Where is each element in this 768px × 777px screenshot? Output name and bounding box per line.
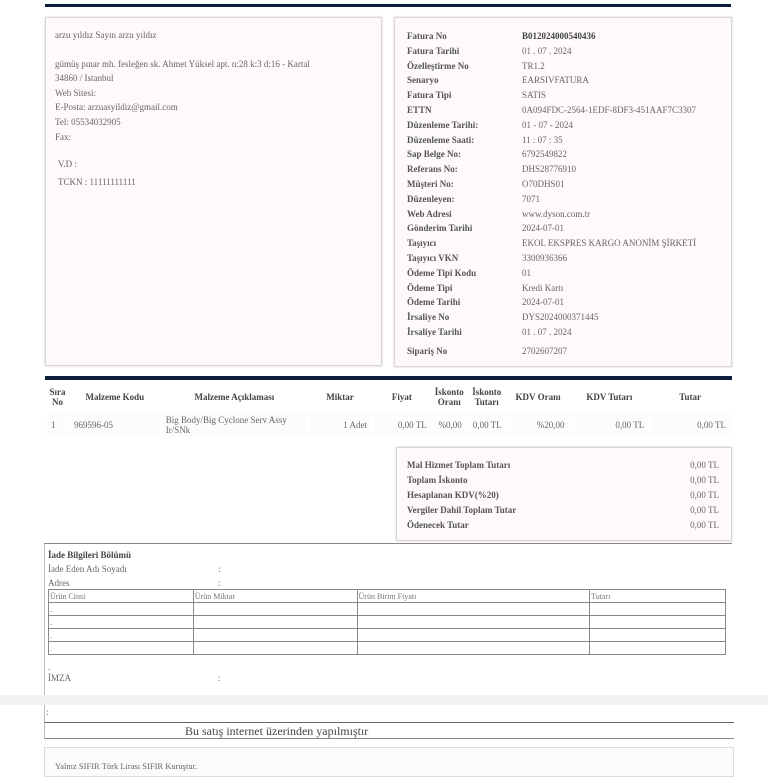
total-label: Vergiler Dahil Toplam Tutar [407,505,517,515]
info-value: SATIS [522,90,547,101]
return-table [48,589,726,655]
info-value: www.dyson.com.tr [522,208,591,219]
table-row [47,412,730,437]
info-value: 01 - 07 - 2024 [522,119,573,130]
amount-in-words-text: Yalnız SIFIR Türk Lirası SIFIR Kuruştur. [55,761,198,771]
return-row [49,642,726,655]
return-name-label: İade Eden Adı Soyadı [48,564,127,574]
table-cell: %20,00 [508,412,569,437]
info-row [395,59,731,74]
table-cell: 0,00 TL [373,412,431,437]
info-row [395,88,731,103]
info-label: Ödeme Tipi Kodu [407,267,477,278]
column-header: Tutar [650,384,730,410]
table-cell: 0,00 TL [650,412,730,437]
info-value: 2024-07-01 [522,223,564,234]
info-row [395,221,731,236]
buyer-address: gümüş pınar mh. fesleğen sk. Ahmet Yüksel apt. n:28 k:3 d:16 - Kartal [55,58,310,69]
colon: : [46,707,49,717]
items-table [45,382,732,439]
total-row [397,518,731,533]
info-value: 6792549822 [522,149,567,160]
info-label: Sipariş No [407,345,448,356]
info-label: Taşıyıcı VKN [407,252,459,263]
table-cell: 1 [47,412,68,437]
return-cell [357,603,590,616]
info-row [395,192,731,207]
column-header: Fiyat [373,384,431,410]
column-header: Malzeme Kodu [70,384,160,410]
return-cell: . [49,616,194,629]
total-row [397,473,731,488]
colon: : [218,578,221,588]
info-label: Müşteri No: [407,178,454,189]
info-row [395,207,731,222]
info-row [395,310,731,325]
column-header: KDV Tutarı [571,384,649,410]
info-label: Fatura No [407,31,447,41]
info-label: Sap Belge No: [407,149,461,160]
return-column-header: Ürün Miktar [193,590,357,603]
internet-sale-note: Bu satış internet üzerinden yapılmıştır [44,722,734,739]
buyer-name: arzu yıldız Sayın arzu yıldız [55,30,157,40]
return-cell: . [49,603,194,616]
return-cell [590,642,726,655]
buyer-email: E-Posta: arzuasyildiz@gmail.com [55,102,178,113]
total-row [397,503,731,518]
info-value: 2024-07-01 [522,297,564,308]
column-header: Malzeme Açıklaması [162,384,307,410]
total-value: 0,00 TL [690,505,719,515]
table-cell: 1 Adet [309,412,371,437]
table-cell: 0,00 TL [468,412,506,437]
info-label: Fatura Tipi [407,90,452,101]
info-value: 11 : 07 : 35 [522,134,563,145]
info-label: İrsaliye Tarihi [407,326,462,337]
info-label: Ödeme Tarihi [407,297,461,308]
return-cell [193,642,357,655]
total-label: Toplam İskonto [407,475,468,485]
info-value: 01 . 07 . 2024 [522,326,572,337]
info-label: Ödeme Tipi [407,282,453,293]
return-column-header: Ürün Birim Fiyatı [357,590,590,603]
return-cell: . [49,642,194,655]
info-row [395,344,731,359]
return-cell [590,629,726,642]
info-value: O70DHS01 [522,178,565,189]
page-break [0,695,768,705]
info-label: Fatura Tarihi [407,45,460,56]
info-label: Düzenleyen: [407,193,455,204]
return-cell [357,629,590,642]
return-cell [193,616,357,629]
table-cell: Big Body/Big Cyclone Serv Assy Ir/SNk [162,412,307,437]
total-label: Ödenecek Tutar [407,520,469,530]
invoice-info-box [394,17,732,367]
buyer-city: 34860 / Istanbul [55,73,114,84]
return-cell [590,603,726,616]
total-label: Hesaplanan KDV(%20) [407,490,499,500]
total-row [397,488,731,503]
info-label: ETTN [407,104,432,115]
info-row [395,162,731,177]
info-value: DHS28776910 [522,164,577,175]
info-row [395,281,731,296]
info-value: EARSIVFATURA [522,75,589,86]
info-value: 01 [522,267,531,278]
return-row [49,616,726,629]
info-row [395,236,731,251]
info-row [395,44,731,59]
return-cell [357,642,590,655]
column-header: Sıra No [47,384,68,410]
total-label: Mal Hizmet Toplam Tutarı [407,460,511,470]
table-cell: %0,00 [433,412,466,437]
info-label: Özelleştirme No [407,60,469,71]
return-cell [193,629,357,642]
info-row [395,266,731,281]
column-header: KDV Oranı [508,384,569,410]
column-header: Miktar [309,384,371,410]
return-title: İade Bilgileri Bölümü [48,550,132,560]
column-header: İskonto Tutarı [468,384,506,410]
total-value: 0,00 TL [690,520,719,530]
table-cell: 969596-05 [70,412,160,437]
info-row [395,177,731,192]
info-value: EKOL EKSPRES KARGO ANONİM ŞİRKETİ [522,238,697,249]
info-value: 3300936366 [522,252,567,263]
info-row [395,251,731,266]
buyer-vd: V.D : [58,159,77,170]
total-value: 0,00 TL [690,460,719,470]
items-divider [45,376,732,380]
buyer-web: Web Sitesi: [55,87,97,98]
info-label: Gönderim Tarihi [407,223,473,234]
return-cell [590,616,726,629]
info-value: TR1.2 [522,60,545,71]
info-label: Referans No: [407,164,458,175]
info-value: DYS2024000371445 [522,312,599,323]
totals-box [396,447,732,541]
info-value: 0A094FDC-2564-1EDF-8DF3-451AAF7C3307 [522,104,697,115]
info-row [395,325,731,340]
info-value: B012024000540436 [522,31,596,41]
colon: : [218,673,221,683]
colon: : [218,564,221,574]
info-value: 7071 [522,193,540,204]
info-value: Kredi Kartı [522,282,564,293]
info-label: Düzenleme Saati: [407,134,475,145]
info-row [395,29,731,44]
buyer-tel: Tel: 05534032905 [55,116,121,127]
total-value: 0,00 TL [690,475,719,485]
return-row [49,629,726,642]
signature-label: İMZA [48,673,71,683]
info-label: Düzenleme Tarihi: [407,119,479,130]
buyer-fax: Fax: [55,131,72,142]
info-row [395,147,731,162]
buyer-tckn: TCKN : 11111111111 [58,177,136,188]
return-cell [357,616,590,629]
buyer-info-box [45,17,382,366]
info-row [395,295,731,310]
dot: . [48,662,51,672]
table-cell: 0,00 TL [571,412,649,437]
return-cell [193,603,357,616]
amount-in-words [44,747,734,777]
info-label: İrsaliye No [407,312,450,323]
info-value: 01 . 07 . 2024 [522,45,572,56]
return-column-header: Ürün Cinsi [49,590,194,603]
info-row [395,103,731,118]
info-row [395,73,731,88]
info-row [395,133,731,148]
info-label: Taşıyıcı [407,238,437,249]
return-cell: . [49,629,194,642]
info-value: 2702607207 [522,345,567,356]
return-address-label: Adres [48,578,70,588]
column-header: İskonto Oranı [433,384,466,410]
total-row [397,458,731,473]
info-label: Senaryo [407,75,439,86]
return-row [49,603,726,616]
info-row [395,118,731,133]
return-column-header: Tutarı [590,590,726,603]
total-value: 0,00 TL [690,490,719,500]
top-divider [45,4,731,7]
info-label: Web Adresi [407,208,452,219]
